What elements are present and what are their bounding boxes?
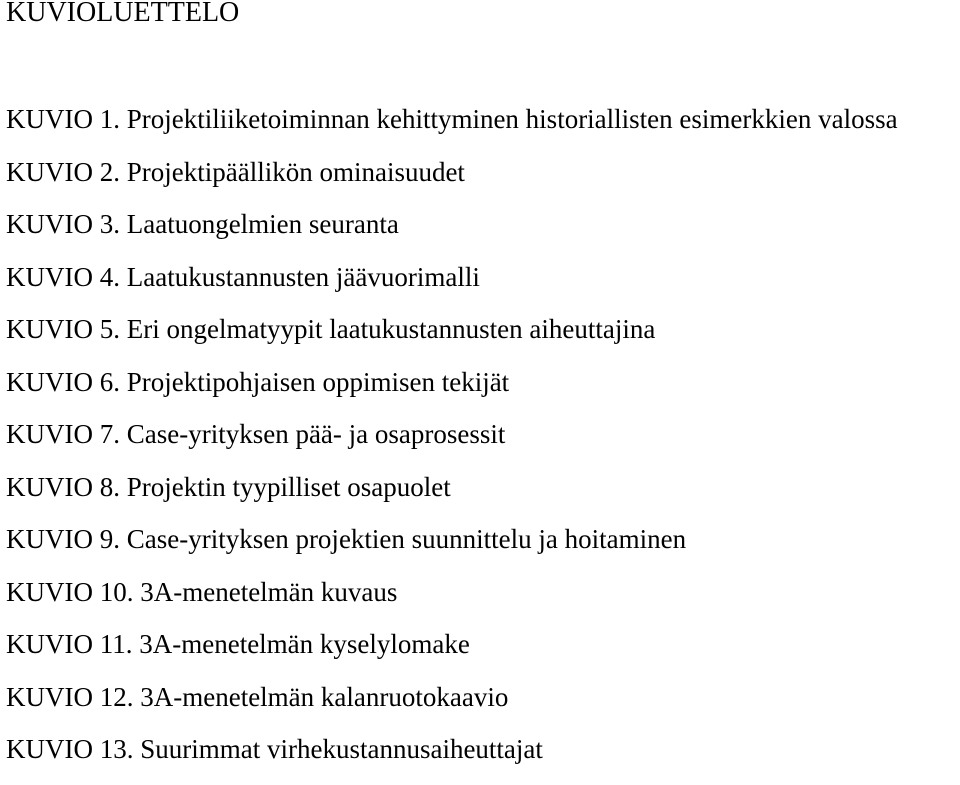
figure-list-item: KUVIO 5. Eri ongelmatyypit laatukustannusten aiheuttajina (6, 314, 656, 344)
figure-list-item: KUVIO 6. Projektipohjaisen oppimisen tekijät (6, 366, 510, 397)
figure-list (6, 102, 898, 785)
figure-list-item: KUVIO 13. Suurimmat virhekustannusaiheuttajat (6, 734, 543, 764)
figure-list-item: KUVIO 7. Case-yrityksen pää- ja osaprosessit (6, 419, 506, 449)
page-title: KUVIOLUETTELO (6, 0, 240, 28)
figure-list-item: KUVIO 1. Projektiliiketoiminnan kehittyminen historiallisten esimerkkien valossa (6, 104, 898, 134)
figure-list-item: KUVIO 11. 3A-menetelmän kyselylomake (6, 629, 470, 659)
figure-list-item: KUVIO 10. 3A-menetelmän kuvaus (6, 576, 398, 607)
figure-list-item: KUVIO 4. Laatukustannusten jäävuorimalli (6, 261, 480, 292)
figure-list-item: KUVIO 3. Laatuongelmien seuranta (6, 209, 399, 239)
figure-list-item: KUVIO 2. Projektipäällikön ominaisuudet (6, 156, 465, 187)
figure-list-item: KUVIO 9. Case-yrityksen projektien suunnittelu ja hoitaminen (6, 524, 687, 554)
figure-list-item: KUVIO 12. 3A-menetelmän kalanruotokaavio (6, 681, 509, 712)
figure-list-item: KUVIO 8. Projektin tyypilliset osapuolet (6, 471, 451, 502)
